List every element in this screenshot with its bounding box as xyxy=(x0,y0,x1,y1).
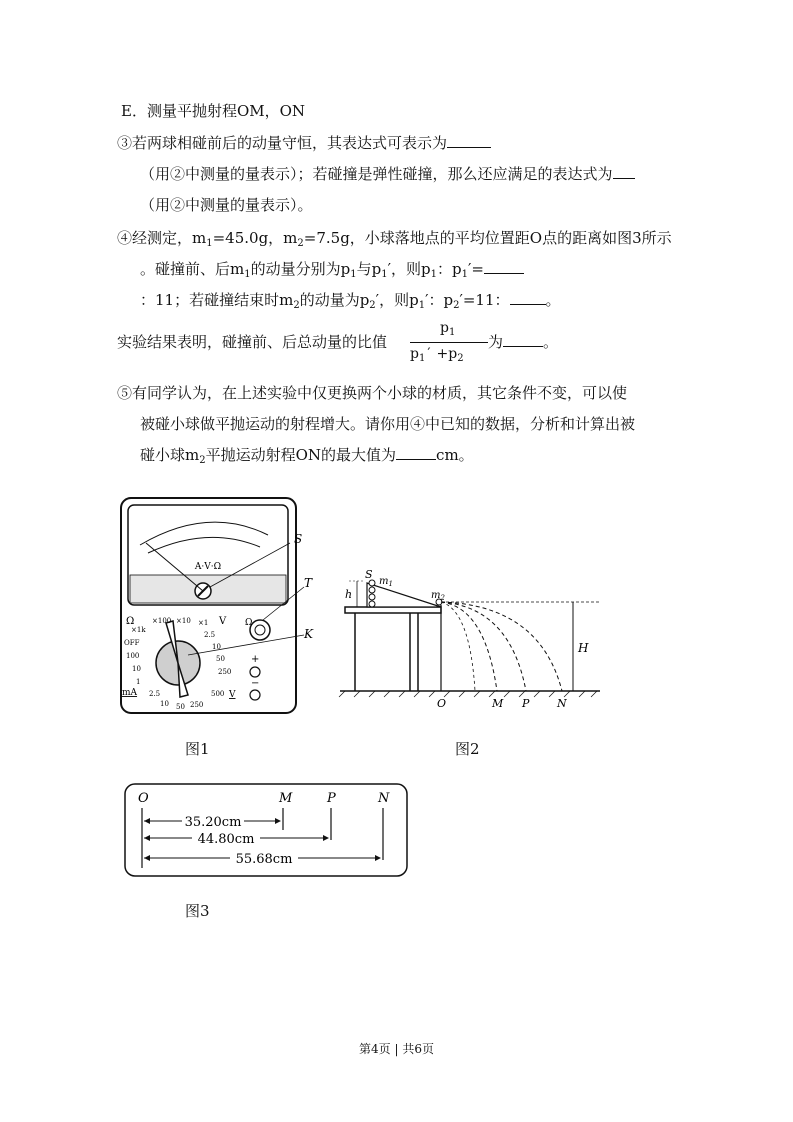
subscript: 1 xyxy=(418,353,426,364)
subscript: 2 xyxy=(369,300,376,311)
minus-label: − xyxy=(251,678,260,689)
distance-on: 55.68cm xyxy=(235,852,293,867)
fraction-bar xyxy=(410,342,488,343)
arrowhead xyxy=(144,855,150,861)
H-label: H xyxy=(578,641,589,655)
q4-text: ′，则p xyxy=(375,291,419,309)
q5-text-2: 被碰小球做平抛运动的射程增大。请你用④中已知的数据，分析和计算出被 xyxy=(140,415,636,433)
frac-num-p: p xyxy=(440,320,449,336)
point-p: P xyxy=(522,697,530,710)
ball-stack-3 xyxy=(369,601,375,607)
figure3-label: 图3 xyxy=(185,902,210,920)
dial-ohm-symbol: Ω xyxy=(126,616,135,627)
dial-v-symbol: V xyxy=(219,616,227,627)
dial-100: 100 xyxy=(126,652,140,660)
dial-ma-10: 10 xyxy=(160,700,169,708)
q4-line-1 xyxy=(117,227,672,249)
arrowhead xyxy=(144,835,150,841)
q5-line-1 xyxy=(117,382,627,404)
dial-v-500: 500 xyxy=(211,690,225,698)
frac-den-p2: +p xyxy=(436,346,458,362)
trajectory-n xyxy=(441,602,562,691)
subscript: 1 xyxy=(206,238,213,249)
ohm-adjust-inner xyxy=(255,625,265,635)
q4-text: ：11；若碰撞结束时m xyxy=(140,291,294,309)
distance-om: 35.20cm xyxy=(184,815,242,830)
q5-text: 平抛运动射程ON的最大值为 xyxy=(205,446,397,464)
subscript: 1 xyxy=(350,269,357,280)
dial-v-50: 50 xyxy=(216,655,225,663)
callout-k: K xyxy=(304,627,313,641)
answer-blank[interactable] xyxy=(396,445,436,460)
dial-off: OFF xyxy=(124,639,140,647)
q3-text-1: ③若两球相碰前后的动量守恒，其表达式可表示为 xyxy=(117,134,448,152)
q4-text: 与p xyxy=(356,260,382,278)
q4-text: 。碰撞前、后m xyxy=(140,260,245,278)
dial-ma-50: 50 xyxy=(176,703,185,711)
fig3-point-o: O xyxy=(138,791,149,806)
point-m: M xyxy=(492,697,504,710)
q4-line-2 xyxy=(140,258,524,280)
subscript: 2 xyxy=(453,300,460,311)
table-top xyxy=(345,607,441,613)
q4-text: 的动量为p xyxy=(299,291,370,309)
subscript: 1 xyxy=(430,269,437,280)
frac-den-p1: p xyxy=(410,346,419,362)
prime-mark: ′ xyxy=(427,346,431,362)
figure1-label: 图1 xyxy=(185,740,210,758)
dial-x1k: ×1k xyxy=(131,626,146,634)
fig3-point-n: N xyxy=(378,791,390,806)
answer-blank[interactable] xyxy=(613,164,635,179)
ratio-tail xyxy=(488,331,558,353)
q5-line-2 xyxy=(140,413,635,435)
q5-text: cm。 xyxy=(436,446,474,464)
scale-arc-inner xyxy=(148,537,260,553)
q4-text: =45.0g，m xyxy=(212,229,298,247)
fraction-numerator xyxy=(440,320,455,336)
dial-1: 1 xyxy=(136,678,141,686)
subscript: 2 xyxy=(457,353,464,364)
dial-x1: ×1 xyxy=(198,619,209,627)
q3-text-3: （用②中测量的量表示）。 xyxy=(140,196,313,214)
answer-blank[interactable] xyxy=(484,259,524,274)
answer-blank[interactable] xyxy=(510,290,546,305)
h-label: h xyxy=(345,588,353,601)
option-e-text: E．测量平抛射程OM，ON xyxy=(121,102,306,120)
callout-s: S xyxy=(294,532,303,546)
ohm-adjust-knob[interactable] xyxy=(250,620,270,640)
q4-text: =7.5g，小球落地点的平均位置距O点的距离如图3所示 xyxy=(303,229,672,247)
trajectory-p xyxy=(441,602,526,691)
ratio-text: 。 xyxy=(543,333,559,351)
point-n: N xyxy=(557,697,567,710)
q4-text: ④经测定，m xyxy=(117,229,207,247)
dial-ma-2.5: 2.5 xyxy=(149,690,161,698)
subscript: 1 xyxy=(448,327,456,338)
q3-line-3 xyxy=(140,194,313,216)
scale-arc xyxy=(140,522,268,545)
ball-stack-2 xyxy=(369,594,375,600)
q4-text: ′：p xyxy=(425,291,454,309)
q4-text: ′=11： xyxy=(459,291,510,309)
q4-text: 的动量分别为p xyxy=(250,260,351,278)
q3-line-2 xyxy=(140,163,635,185)
page-footer xyxy=(0,1040,793,1057)
arrowhead xyxy=(275,818,281,824)
dial-v-2.5: 2.5 xyxy=(204,631,216,639)
q4-text: ′，则p xyxy=(387,260,431,278)
arrowhead xyxy=(323,835,329,841)
fig3-point-m: M xyxy=(279,791,293,806)
plus-label: + xyxy=(251,654,260,665)
subscript: 2 xyxy=(293,300,300,311)
ratio-text: 实验结果表明，碰撞前、后总动量的比值 xyxy=(117,333,388,351)
subscript: 1 xyxy=(381,269,388,280)
q3-text-2: （用②中测量的量表示）；若碰撞是弹性碰撞，那么还应满足的表达式为 xyxy=(140,165,613,183)
s-label: S xyxy=(365,568,373,581)
distance-op: 44.80cm xyxy=(197,832,255,847)
dial-ma: mA xyxy=(122,688,138,698)
ratio-line xyxy=(117,331,387,353)
page-number: 第4页 | 共6页 xyxy=(359,1042,434,1056)
dial-x100: ×100 xyxy=(152,617,172,625)
plus-jack[interactable] xyxy=(250,667,260,677)
figure2-apparatus xyxy=(335,565,605,710)
subscript: 2 xyxy=(199,455,206,466)
dial-v-under: V xyxy=(229,690,236,700)
dial-ma-250: 250 xyxy=(190,701,204,709)
figure1-multimeter xyxy=(118,495,318,720)
m1-label: $m_1$ xyxy=(379,576,393,588)
q4-text: ′= xyxy=(467,260,484,278)
ratio-text: 为 xyxy=(488,333,504,351)
subscript: 1 xyxy=(244,269,251,280)
minus-jack[interactable] xyxy=(250,690,260,700)
dial-v-10: 10 xyxy=(212,643,221,651)
ball-stack-1 xyxy=(369,587,375,593)
fraction-denominator xyxy=(410,346,464,362)
answer-blank[interactable] xyxy=(503,332,543,347)
q3-line-1 xyxy=(117,132,491,154)
fig3-point-p: P xyxy=(327,791,336,806)
answer-blank[interactable] xyxy=(447,133,491,148)
arrowhead xyxy=(144,818,150,824)
scale-label: A·V·Ω xyxy=(194,562,222,572)
dial-10: 10 xyxy=(132,665,141,673)
ohm-knob-label: Ω xyxy=(245,618,253,628)
figure2-label: 图2 xyxy=(455,740,480,758)
q5-text-1: ⑤有同学认为，在上述实验中仅更换两个小球的材质，其它条件不变，可以使 xyxy=(117,384,628,402)
option-e-line xyxy=(121,100,305,122)
dial-x10: ×10 xyxy=(176,617,191,625)
trajectory-extra xyxy=(441,602,475,691)
dial-v-250: 250 xyxy=(218,668,232,676)
point-o: O xyxy=(437,697,447,710)
subscript: 1 xyxy=(461,269,468,280)
q4-text: 。 xyxy=(545,291,561,309)
q4-text: ：p xyxy=(436,260,462,278)
callout-t: T xyxy=(304,576,313,590)
arrowhead xyxy=(375,855,381,861)
q5-line-3 xyxy=(140,444,474,466)
q4-line-3 xyxy=(140,289,561,311)
subscript: 2 xyxy=(297,238,304,249)
subscript: 1 xyxy=(418,300,426,311)
m2-label: $m_2$ xyxy=(431,590,445,602)
figure3-distances xyxy=(122,780,412,880)
q5-text: 碰小球m xyxy=(140,446,200,464)
